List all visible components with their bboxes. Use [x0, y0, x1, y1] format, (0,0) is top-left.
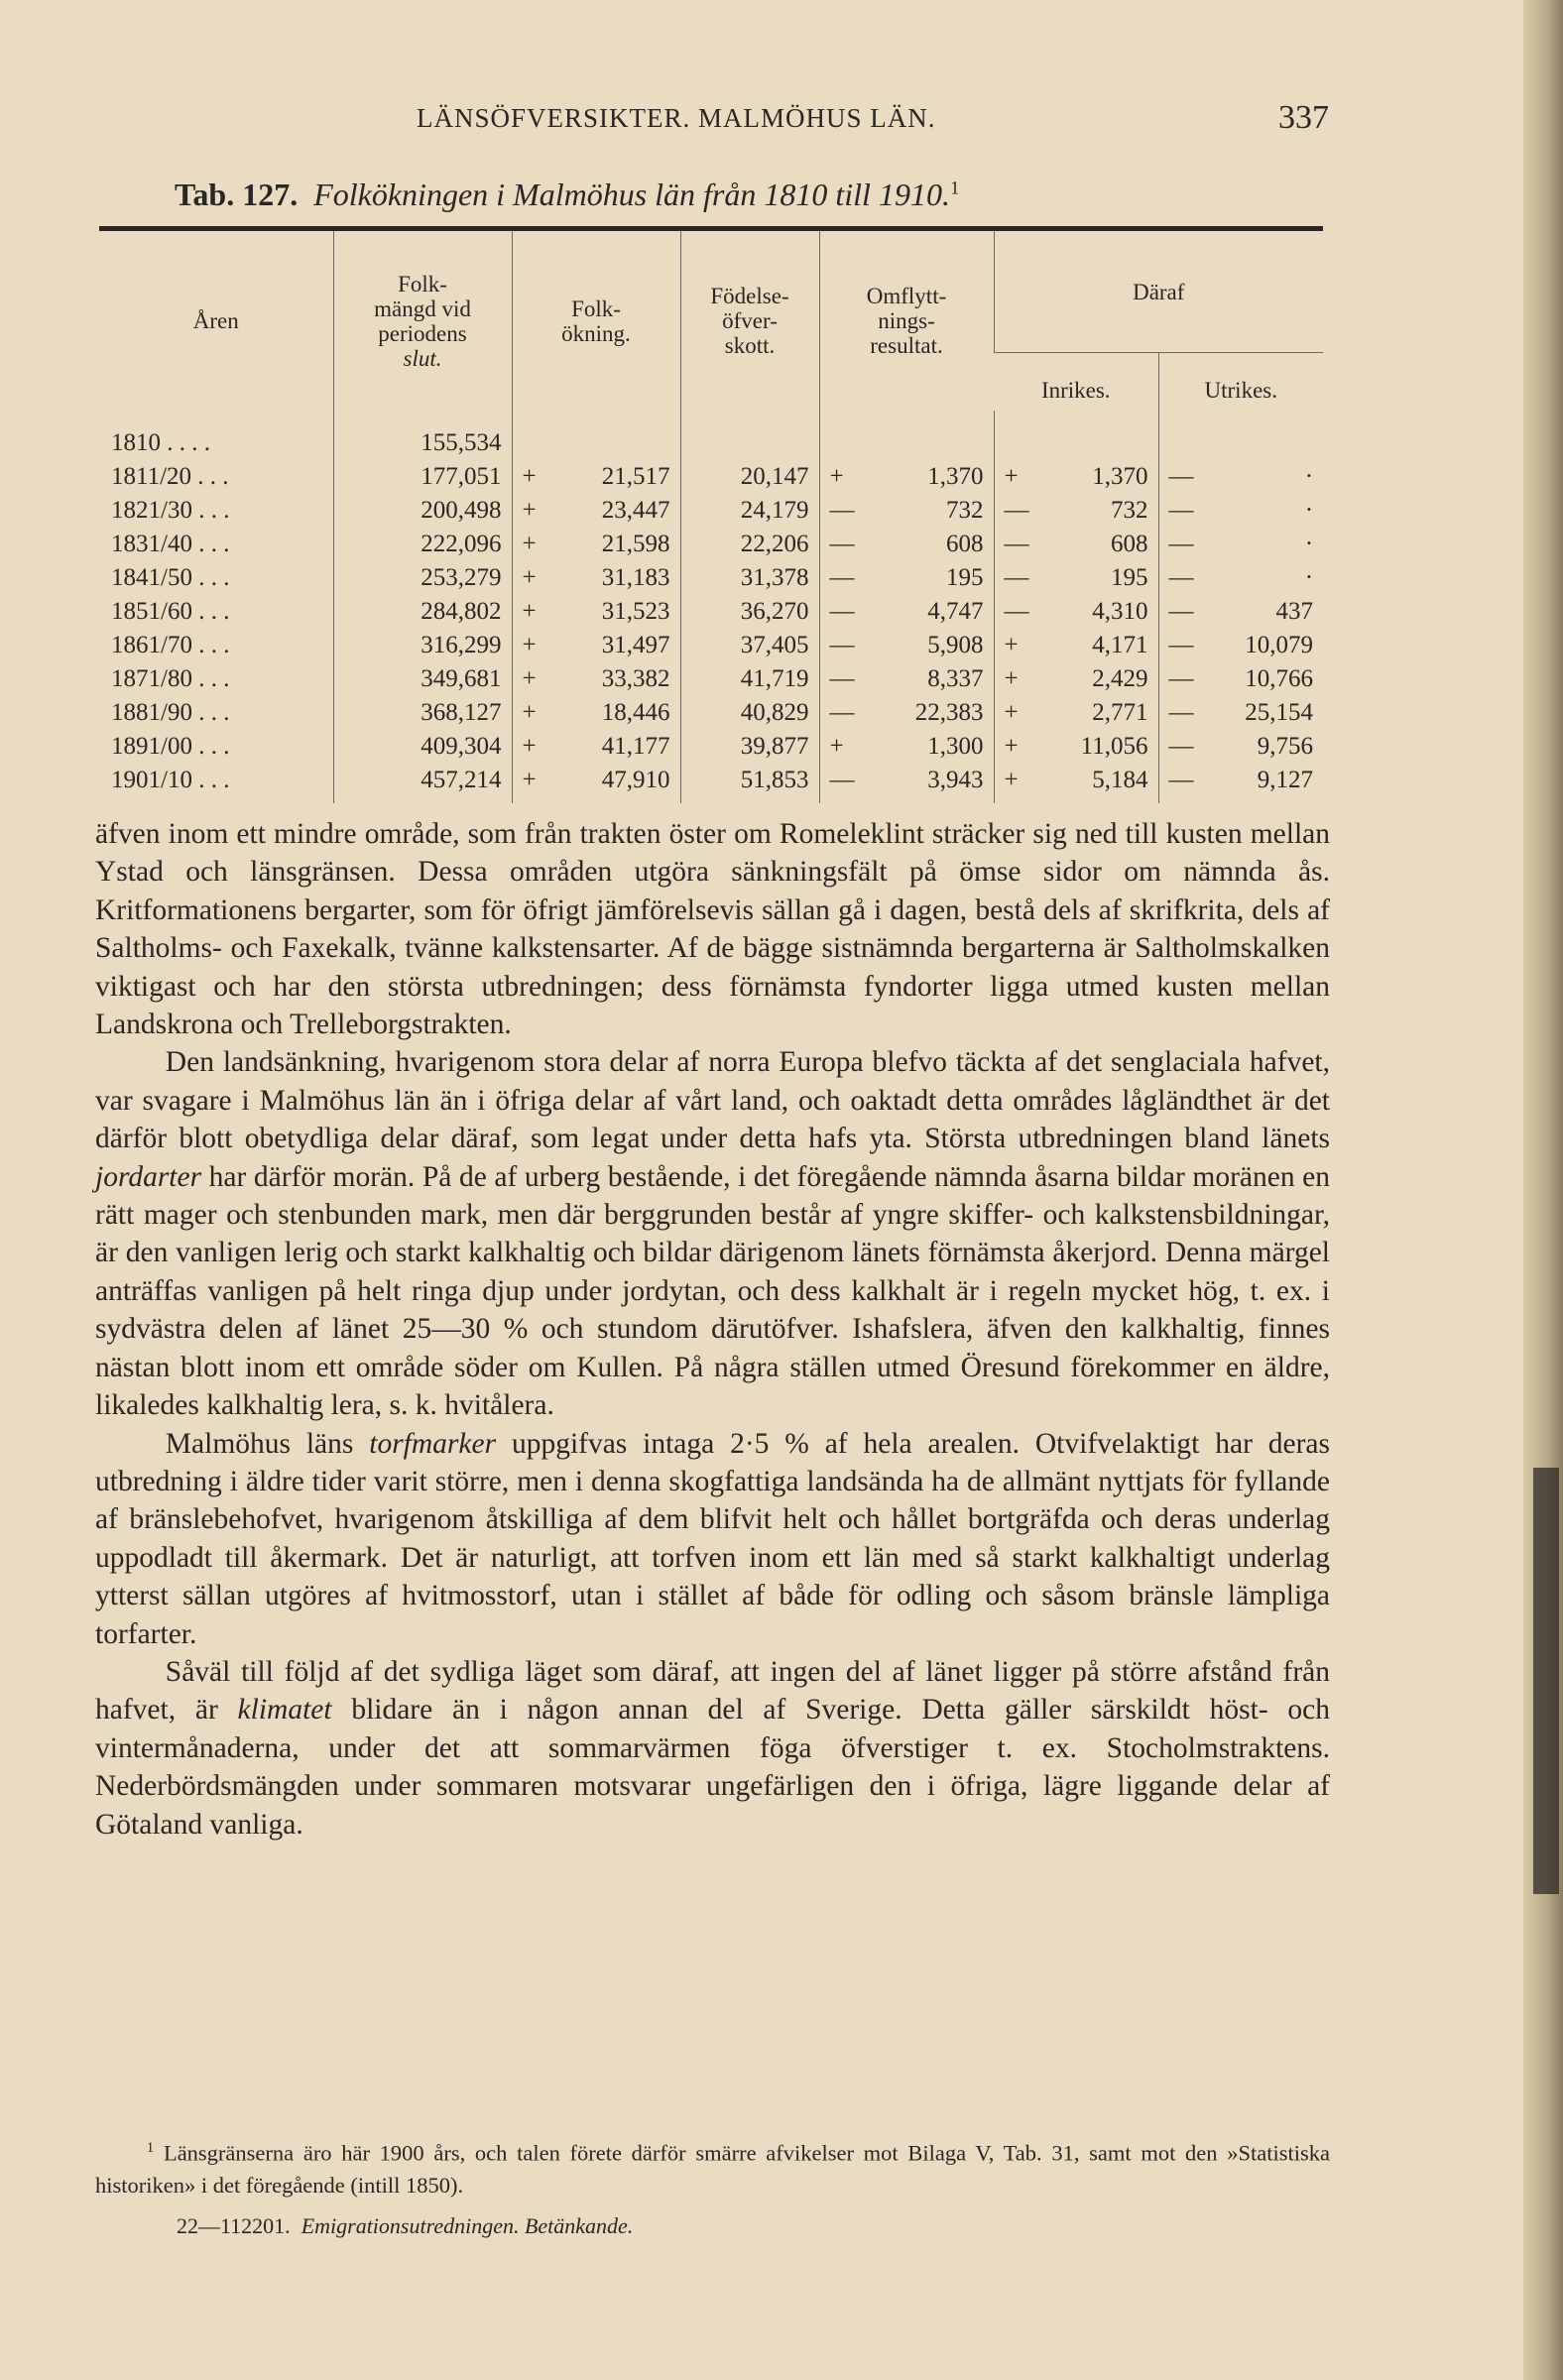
col-header-of-which: Däraf	[994, 231, 1323, 353]
cell-increase-value: 23,447	[601, 497, 670, 524]
cell-foreign	[1158, 696, 1323, 730]
header-line: Födelse-	[710, 284, 789, 308]
cell-migration-value: 4,747	[927, 598, 984, 625]
cell-foreign-sign: —	[1168, 463, 1194, 490]
header-line: öfver-	[722, 308, 778, 333]
cell-foreign-sign: —	[1168, 733, 1194, 760]
cell-period: 1891/00 . . .	[111, 733, 230, 760]
cell-foreign-value: ·	[1304, 497, 1314, 524]
cell-increase-value: 21,598	[601, 531, 670, 557]
table-row	[99, 460, 1323, 494]
table-row	[99, 662, 1323, 696]
col-header-population-text	[374, 272, 471, 371]
cell-population: 177,051	[333, 460, 512, 494]
paragraph-4-text-b: blidare än i någon annan del af Sverige. Detta gäller särskildt höst- och vintermånaderna, under det att sommarvärmen föga öfverstiger t. ex. Stocholmstraktens. Nederbördsmängden under sommaren motsvarar ungefärligen den i öfriga, lägre liggande delar af Götaland vanliga.	[95, 1694, 1331, 1841]
cell-migration-sign: +	[829, 463, 844, 490]
cell-migration-sign: —	[829, 497, 855, 524]
paragraph-3-emphasis: torfmarker	[369, 1427, 497, 1460]
table-row	[99, 561, 1323, 595]
cell-increase-value: 47,910	[601, 767, 670, 793]
cell-foreign	[1158, 460, 1323, 494]
paragraph-1: äfven inom ett mindre område, som från trakten öster om Romeleklint sträcker sig ned till kusten mellan Ystad och länsgränsen. Dessa områden utgöra sänkningsfält på ömse sidor om nämnda ås. Kritformationens bergarter, som för öfrigt jämförelsevis sällan gå i dagen, bestå dels af skrifkrita, dels af Saltholms- och Faxekalk, tvänne kalkstensarter. Af de bägge sistnämnda bergarterna är Saltholmskalken viktigast och har den största utbredningen; dess förnämsta fyndorter ligga utmed kusten mellan Landskrona och Trelleborgstrakten.	[95, 818, 1330, 1041]
cell-period: 1871/80 . . .	[111, 665, 230, 692]
table-row	[99, 696, 1323, 730]
cell-period: 1821/30 . . .	[111, 497, 230, 524]
data-table	[99, 231, 1323, 803]
cell-migration-value: 5,908	[927, 632, 984, 658]
cell-migration-value: 8,337	[927, 665, 984, 692]
table-row	[99, 411, 1323, 460]
cell-foreign-value: 10,079	[1245, 632, 1314, 658]
cell-increase-value: 21,517	[601, 463, 670, 490]
cell-foreign	[1158, 528, 1323, 561]
cell-population: 349,681	[333, 662, 512, 696]
cell-domestic	[994, 730, 1158, 764]
table-row	[99, 595, 1323, 629]
cell-foreign-value: ·	[1304, 564, 1314, 591]
cell-migration	[819, 595, 994, 629]
cell-foreign-sign: —	[1168, 699, 1194, 726]
cell-population: 222,096	[333, 528, 512, 561]
table-row	[99, 494, 1323, 528]
cell-period: 1901/10 . . .	[111, 767, 230, 793]
cell-period: 1841/50 . . .	[111, 564, 230, 591]
col-header-foreign: Utrikes.	[1158, 353, 1323, 412]
cell-birth-surplus: 39,877	[680, 730, 819, 764]
header-line: periodens	[378, 320, 467, 346]
cell-foreign-sign: —	[1168, 598, 1194, 625]
cell-migration-sign: —	[829, 531, 855, 557]
cell-increase	[512, 662, 680, 696]
cell-increase-value: 18,446	[601, 699, 670, 726]
cell-domestic-value: 1,370	[1092, 463, 1148, 490]
cell-migration-value: 22,383	[914, 699, 984, 726]
header-line: ökning.	[561, 320, 631, 346]
cell-period: 1861/70 . . .	[111, 632, 230, 658]
cell-migration-value: 608	[946, 531, 984, 557]
cell-migration	[819, 662, 994, 696]
cell-migration	[819, 411, 994, 460]
footnote-ref: 1	[949, 178, 960, 199]
cell-population: 409,304	[333, 730, 512, 764]
cell-migration-value: 1,370	[927, 463, 984, 490]
cell-foreign-sign: —	[1168, 531, 1194, 557]
cell-domestic-value: 11,056	[1080, 733, 1148, 760]
header-line: resultat.	[870, 333, 943, 358]
cell-migration	[819, 528, 994, 561]
paragraph-4	[95, 1653, 1330, 1844]
cell-increase	[512, 595, 680, 629]
table-caption	[175, 177, 959, 213]
footnote-text: Länsgränserna äro här 1900 års, och talen förete därför smärre afvikelser mot Bilaga V, Tab. 31, samt mot den »Statistiska historiken» i det föregående (intill 1850).	[95, 2140, 1330, 2198]
body-text	[95, 815, 1330, 1844]
table-row	[99, 528, 1323, 561]
cell-domestic	[994, 494, 1158, 528]
paragraph-4-text-a: Såväl till följd af det sydliga läget som däraf, att ingen del af länet ligger på större afstånd från hafvet, är	[95, 1655, 1330, 1726]
cell-migration-sign: —	[829, 632, 855, 658]
cell-domestic-sign: +	[1004, 767, 1019, 793]
cell-population: 316,299	[333, 629, 512, 662]
cell-increase	[512, 460, 680, 494]
cell-increase-value: 31,523	[601, 598, 670, 625]
cell-foreign-value: ·	[1304, 531, 1314, 557]
cell-increase	[512, 561, 680, 595]
population-table	[99, 226, 1323, 803]
cell-foreign	[1158, 411, 1323, 460]
cell-increase-sign: +	[522, 463, 537, 490]
cell-domestic-sign: —	[1004, 564, 1029, 591]
header-line: mängd vid	[374, 296, 471, 321]
cell-increase-sign: +	[522, 598, 537, 625]
cell-population: 253,279	[333, 561, 512, 595]
cell-birth-surplus: 22,206	[680, 528, 819, 561]
cell-foreign-sign: —	[1168, 665, 1194, 692]
cell-domestic-value: 2,429	[1092, 665, 1148, 692]
col-header-birth-surplus	[680, 231, 819, 411]
cell-foreign-value: 9,127	[1257, 767, 1314, 793]
cell-migration	[819, 460, 994, 494]
cell-migration	[819, 696, 994, 730]
cell-foreign-value: 9,756	[1257, 733, 1314, 760]
cell-domestic-value: 195	[1111, 564, 1148, 591]
cell-migration-sign: —	[829, 665, 855, 692]
cell-domestic-sign: +	[1004, 463, 1019, 490]
cell-increase-sign: +	[522, 632, 537, 658]
cell-birth-surplus: 24,179	[680, 494, 819, 528]
cell-increase	[512, 730, 680, 764]
cell-domestic-sign: +	[1004, 699, 1019, 726]
cell-period: 1881/90 . . .	[111, 699, 230, 726]
cell-increase	[512, 528, 680, 561]
table-row	[99, 629, 1323, 662]
cell-population: 368,127	[333, 696, 512, 730]
cell-increase-sign: +	[522, 564, 537, 591]
paragraph-2-text-b: har därför morän. På de af urberg bestående, i det föregående nämnda åsarna bildar moränen en rätt mager och stenbunden mark, men där berggrunden består af yngre skiffer- och kalkstensbildningar, är den vanligen lerig och starkt kalkhaltig och bildar därigenom länets förnämsta åkerjord. Denna märgel anträffas vanligen på helt ringa djup under jordytan, och dess kalkhalt är i regeln mycket hög, t. ex. i sydvästra delen af länet 25—30 % och stundom därutöfver. Ishafslera, äfven den kalkhaltig, finnes nästan blott inom ett område söder om Kullen. På några ställen utmed Öresund förekommer en äldre, likaledes kalkhaltig lera, s. k. hvitålera.	[95, 1160, 1330, 1422]
cell-increase-sign: +	[522, 699, 537, 726]
cell-population: 457,214	[333, 764, 512, 803]
cell-domestic	[994, 629, 1158, 662]
cell-domestic	[994, 595, 1158, 629]
header-line: skott.	[724, 333, 776, 358]
cell-foreign-value: 10,766	[1245, 665, 1314, 692]
header-line: Folk-	[571, 296, 621, 321]
cell-birth-surplus: 36,270	[680, 595, 819, 629]
cell-domestic	[994, 561, 1158, 595]
cell-foreign	[1158, 595, 1323, 629]
cell-increase	[512, 696, 680, 730]
paragraph-3-text-a: Malmöhus läns	[165, 1427, 370, 1460]
cell-domestic-value: 4,310	[1092, 598, 1148, 625]
cell-migration	[819, 561, 994, 595]
paragraph-3-text-b: uppgifvas intaga 2·5 % af hela arealen. Otvifvelaktigt har deras utbredning i äldre tider varit större, men i denna skogfattiga landsända ha de allmänt nyttjats för fyllande af bränslebehofvet, hvarigenom åtskilliga af dem blifvit helt och hållet bortgräfda och deras underlag uppodladt till åkermark. Det är naturligt, att torfven inom ett län med så starkt kalkhaltigt underlag ytterst sällan utgöres af hvitmosstorf, utan i stället af både för odling och såsom bränsle lämpliga torfarter.	[95, 1427, 1330, 1650]
cell-domestic-sign: —	[1004, 497, 1029, 524]
cell-domestic-sign: +	[1004, 665, 1019, 692]
table-row	[99, 764, 1323, 803]
paragraph-2-emphasis: jordarter	[95, 1160, 202, 1193]
page-edge	[1523, 0, 1563, 2380]
cell-increase-sign: +	[522, 767, 537, 793]
running-title: LÄNSÖFVERSIKTER. MALMÖHUS LÄN.	[417, 103, 936, 133]
cell-migration	[819, 494, 994, 528]
cell-migration	[819, 730, 994, 764]
cell-migration-value: 732	[946, 497, 984, 524]
col-header-population	[333, 231, 512, 411]
cell-domestic-sign: +	[1004, 733, 1019, 760]
cell-migration-value: 3,943	[927, 767, 984, 793]
cell-domestic	[994, 460, 1158, 494]
cell-domestic-value: 608	[1111, 531, 1148, 557]
header-line: Omflytt-	[866, 284, 947, 308]
footnote	[95, 2132, 1330, 2202]
cell-migration-sign: +	[829, 733, 844, 760]
cell-domestic	[994, 764, 1158, 803]
cell-foreign	[1158, 730, 1323, 764]
library-stamp	[1533, 1468, 1559, 1894]
table-row	[99, 730, 1323, 764]
cell-migration-sign: —	[829, 564, 855, 591]
cell-migration-sign: —	[829, 767, 855, 793]
cell-foreign	[1158, 662, 1323, 696]
cell-birth-surplus: 20,147	[680, 460, 819, 494]
cell-increase-value: 33,382	[601, 665, 670, 692]
cell-foreign-sign: —	[1168, 632, 1194, 658]
cell-migration-sign: —	[829, 699, 855, 726]
cell-domestic	[994, 662, 1158, 696]
paragraph-4-emphasis: klimatet	[237, 1694, 332, 1726]
cell-domestic	[994, 411, 1158, 460]
cell-period: 1851/60 . . .	[111, 598, 230, 625]
cell-foreign	[1158, 629, 1323, 662]
cell-birth-surplus: 41,719	[680, 662, 819, 696]
header-line: nings-	[878, 308, 935, 333]
imprint-code: 22—112201.	[177, 2213, 291, 2238]
cell-domestic-value: 732	[1111, 497, 1148, 524]
table-number: Tab. 127.	[175, 177, 299, 212]
cell-population: 155,534	[333, 411, 512, 460]
cell-period: 1831/40 . . .	[111, 531, 230, 557]
cell-period: 1810 . . . .	[111, 429, 210, 456]
page-number: 337	[1278, 99, 1329, 136]
imprint-line	[177, 2213, 633, 2239]
cell-increase	[512, 764, 680, 803]
cell-domestic	[994, 696, 1158, 730]
cell-domestic-sign: —	[1004, 531, 1029, 557]
cell-foreign-sign: —	[1168, 564, 1194, 591]
cell-increase-sign: +	[522, 531, 537, 557]
cell-foreign	[1158, 494, 1323, 528]
col-header-increase-text	[561, 297, 631, 346]
cell-birth-surplus	[680, 411, 819, 460]
cell-population: 200,498	[333, 494, 512, 528]
col-header-birth-surplus-text	[710, 284, 788, 358]
paragraph-2-text-a: Den landsänkning, hvarigenom stora delar af norra Europa blefvo täckta af det senglaciala hafvet, var svagare i Malmöhus län än i öfriga delar af vårt land, och oaktadt detta områdes lågländthet är det därför blott obetydliga delar däraf, som legat under detta hafs yta. Största utbredningen bland länets	[95, 1046, 1330, 1155]
footnote-mark: 1	[146, 2140, 155, 2156]
cell-population: 284,802	[333, 595, 512, 629]
cell-increase	[512, 629, 680, 662]
header-line: Folk-	[398, 271, 447, 297]
paragraph-3	[95, 1425, 1330, 1653]
cell-increase-value: 31,497	[601, 632, 670, 658]
cell-increase	[512, 411, 680, 460]
col-header-years: Åren	[192, 308, 239, 333]
cell-increase-value: 31,183	[601, 564, 670, 591]
cell-foreign	[1158, 764, 1323, 803]
paragraph-2	[95, 1043, 1330, 1424]
header-line: slut.	[403, 345, 442, 371]
cell-birth-surplus: 51,853	[680, 764, 819, 803]
cell-foreign-value: 437	[1275, 598, 1314, 625]
cell-foreign	[1158, 561, 1323, 595]
cell-domestic	[994, 528, 1158, 561]
cell-increase-sign: +	[522, 497, 537, 524]
cell-foreign-value: ·	[1304, 463, 1314, 490]
cell-domestic-value: 2,771	[1092, 699, 1148, 726]
imprint-title: Emigrationsutredningen. Betänkande.	[301, 2213, 634, 2238]
cell-increase-value: 41,177	[601, 733, 670, 760]
col-header-migration-text	[867, 284, 947, 358]
cell-domestic-value: 5,184	[1092, 767, 1148, 793]
cell-foreign-value: 25,154	[1245, 699, 1314, 726]
cell-period: 1811/20 . . .	[111, 463, 229, 490]
cell-foreign-sign: —	[1168, 497, 1194, 524]
cell-birth-surplus: 40,829	[680, 696, 819, 730]
cell-birth-surplus: 37,405	[680, 629, 819, 662]
table-title: Folkökningen i Malmöhus län från 1810 till 1910.	[313, 177, 950, 212]
cell-domestic-value: 4,171	[1092, 632, 1148, 658]
cell-increase-sign: +	[522, 665, 537, 692]
cell-migration-value: 195	[946, 564, 984, 591]
cell-migration	[819, 629, 994, 662]
col-header-increase	[512, 231, 680, 411]
cell-domestic-sign: —	[1004, 598, 1029, 625]
cell-domestic-sign: +	[1004, 632, 1019, 658]
cell-migration	[819, 764, 994, 803]
cell-migration-value: 1,300	[927, 733, 984, 760]
cell-birth-surplus: 31,378	[680, 561, 819, 595]
cell-migration-sign: —	[829, 598, 855, 625]
table-body	[99, 411, 1323, 803]
cell-increase	[512, 494, 680, 528]
col-header-migration	[819, 231, 994, 411]
cell-increase-sign: +	[522, 733, 537, 760]
col-header-domestic: Inrikes.	[994, 353, 1158, 412]
cell-foreign-sign: —	[1168, 767, 1194, 793]
